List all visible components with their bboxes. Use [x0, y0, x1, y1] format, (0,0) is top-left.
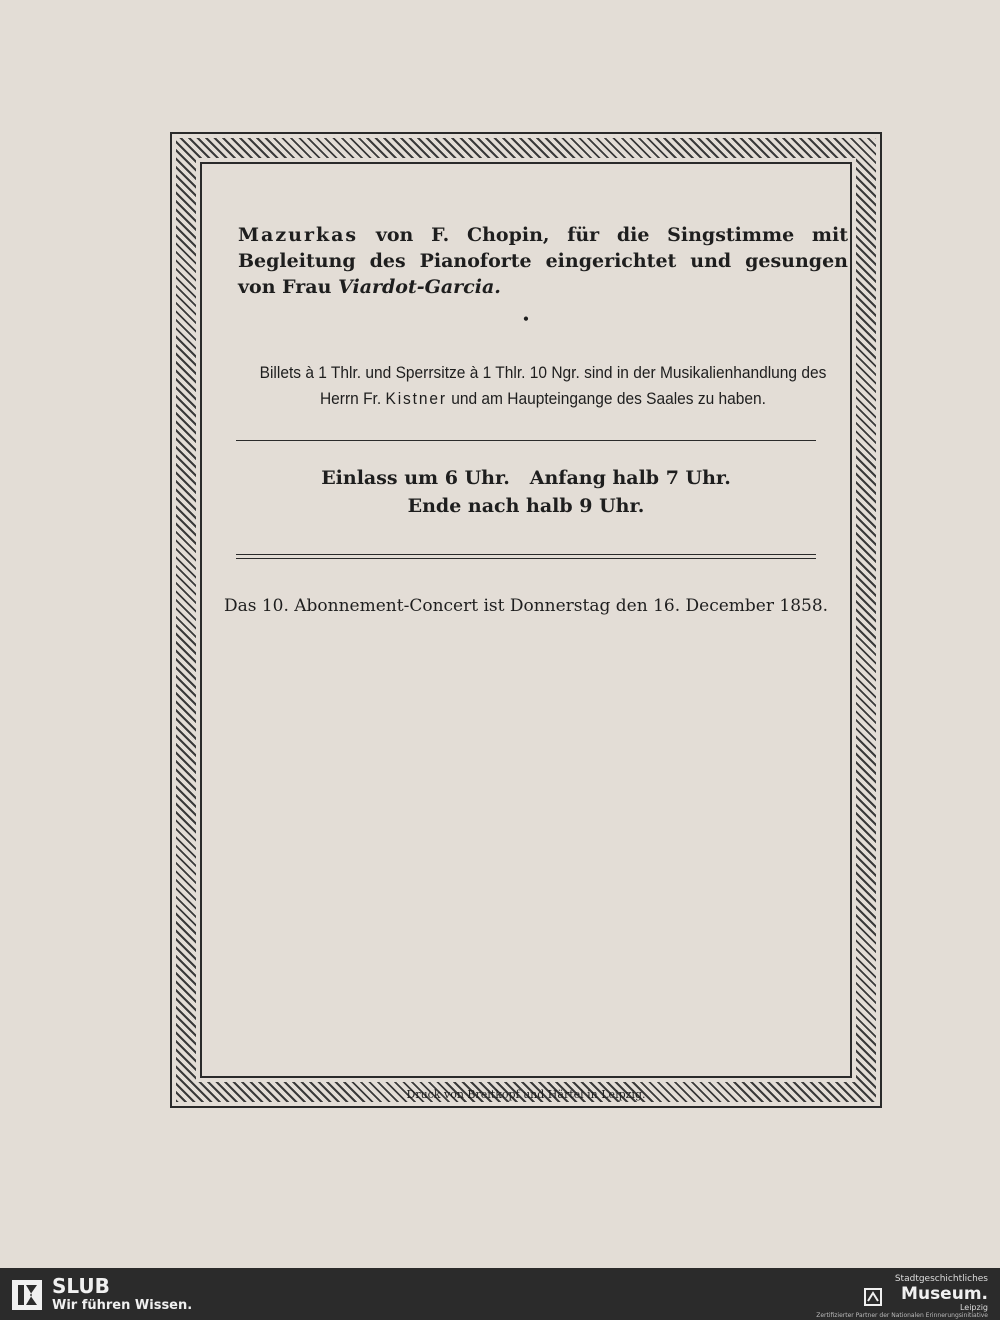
- singer-name: Viardot-Garcia.: [338, 276, 501, 298]
- museum-city: Leipzig: [959, 1303, 988, 1312]
- program-panel: [200, 162, 852, 1101]
- tickets-text: Billets à 1 Thlr. und Sperrsitze à 1 Thlr. 10 Ngr. sind in der Musikalienhandlung des Herrn Fr.: [259, 364, 827, 408]
- footer-bar: [0, 1268, 1000, 1320]
- slub-logo-icon: [10, 1278, 44, 1312]
- library-tagline: Wir führen Wissen.: [52, 1298, 193, 1313]
- museum-prefix: Stadtgeschichtliches: [894, 1274, 988, 1284]
- schedule-line-1: Einlass um 6 Uhr. Anfang halb 7 Uhr.: [321, 467, 731, 489]
- schedule-line-2: Ende nach halb 9 Uhr.: [407, 495, 645, 517]
- tickets-paragraph: [251, 360, 836, 412]
- ornamental-border: [170, 132, 882, 1108]
- mazurka-text: von F. Chopin, für die Singstimme mit Begleitung des Pianoforte eingerichtet und gesungen von Frau: [238, 224, 848, 298]
- mazurka-paragraph: [238, 222, 848, 300]
- library-name: SLUB: [52, 1274, 110, 1298]
- tickets-tail: und am Haupteingange des Saales zu haben.: [451, 390, 767, 408]
- tickets-dealer-name: Kistner: [385, 390, 447, 408]
- museum-name: Museum.: [901, 1284, 988, 1304]
- divider-rule: [236, 440, 816, 441]
- mazurka-lead: Mazurkas: [238, 224, 359, 246]
- concert-notice: Das 10. Abonnement-Concert ist Donnerstag den 16. December 1858.: [223, 596, 829, 616]
- schedule-block: [202, 464, 850, 520]
- divider-rule-double-top: [236, 554, 816, 555]
- museum-branding: [816, 1274, 988, 1319]
- divider-rule-double-bottom: [236, 558, 816, 559]
- museum-fine-print: Zertifizierter Partner der Nationalen Erinnerungsinitiative: [816, 1312, 988, 1319]
- divider-dot: •: [522, 312, 530, 326]
- printer-imprint: Druck von Breitkopf und Härtel in Leipzig.: [406, 1088, 646, 1101]
